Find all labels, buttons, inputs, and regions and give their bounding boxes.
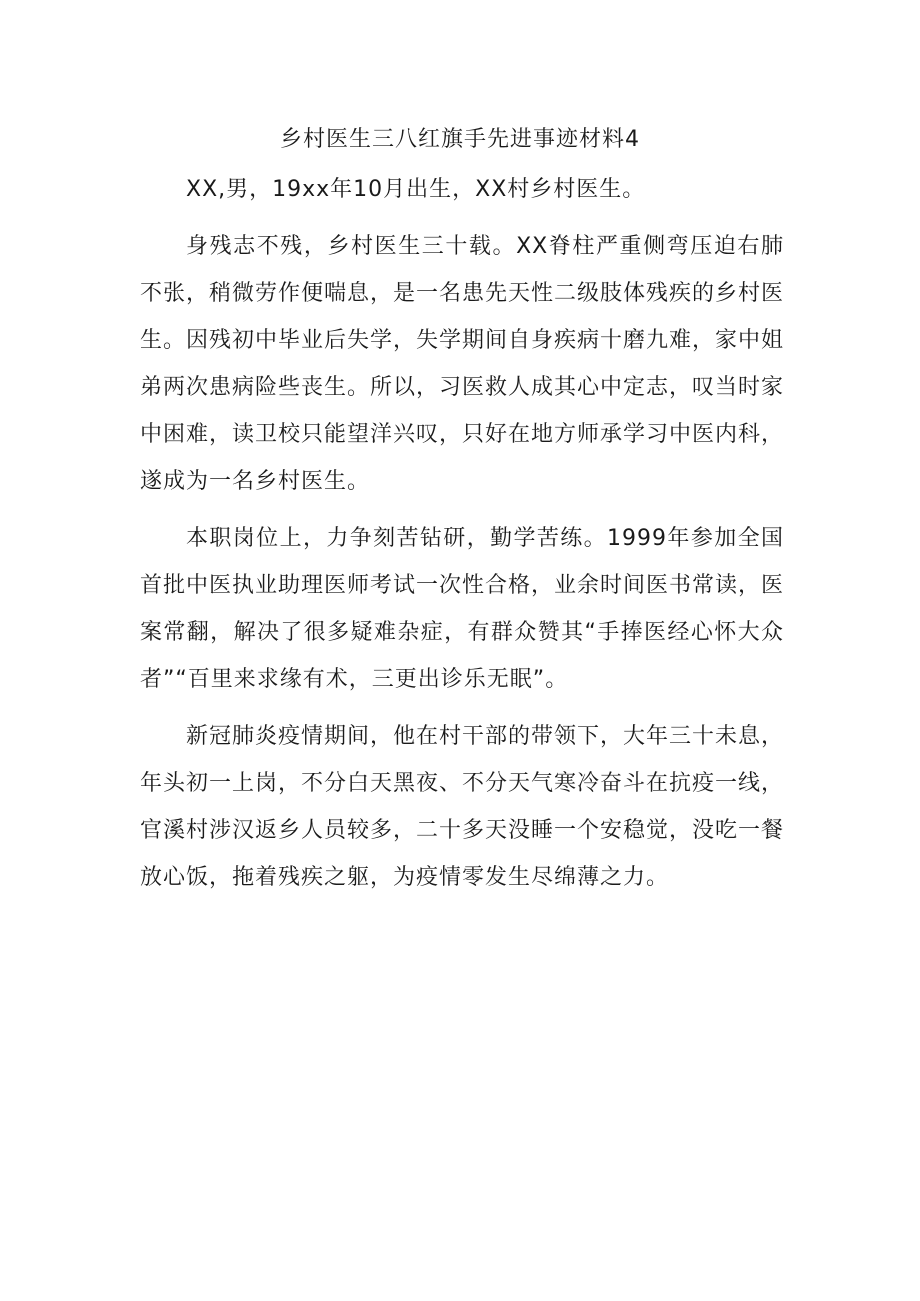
document-title: 乡村医生三八红旗手先进事迹材料4 — [280, 127, 640, 152]
paragraph-career: 本职岗位上，力争刻苦钻研，勤学苦练。1999年参加全国首批中医执业助理医师考试一次性合格，业余时间医书常读，医案常翻，解决了很多疑难杂症，有群众赞其“手捧医经心怀大众者”“百里来求缘有术，三更出诊乐无眠”。 — [140, 526, 785, 692]
paragraph-epidemic: 新冠肺炎疫情期间，他在村干部的带领下，大年三十未息，年头初一上岗，不分白天黑夜、不分天气寒冷奋斗在抗疫一线，官溪村涉汉返乡人员较多，二十多天没睡一个安稳觉，没吃一餐放心饭，拖着残疾之躯，为疫情零发生尽绵薄之力。 — [140, 724, 785, 890]
paragraph-intro: XX,男，19xx年10月出生，XX村乡村医生。 — [186, 177, 646, 202]
paragraph-background: 身残志不残，乡村医生三十载。XX脊柱严重侧弯压迫右肺不张，稍微劳作便喘息，是一名患先天性二级肢体残疾的乡村医生。因残初中毕业后失学，失学期间自身疾病十磨九难，家中姐弟两次患病险些丧生。所以，习医救人成其心中定志，叹当时家中困难，读卫校只能望洋兴叹，只好在地方师承学习中医内科，遂成为一名乡村医生。 — [140, 234, 785, 494]
document-body — [140, 166, 784, 911]
